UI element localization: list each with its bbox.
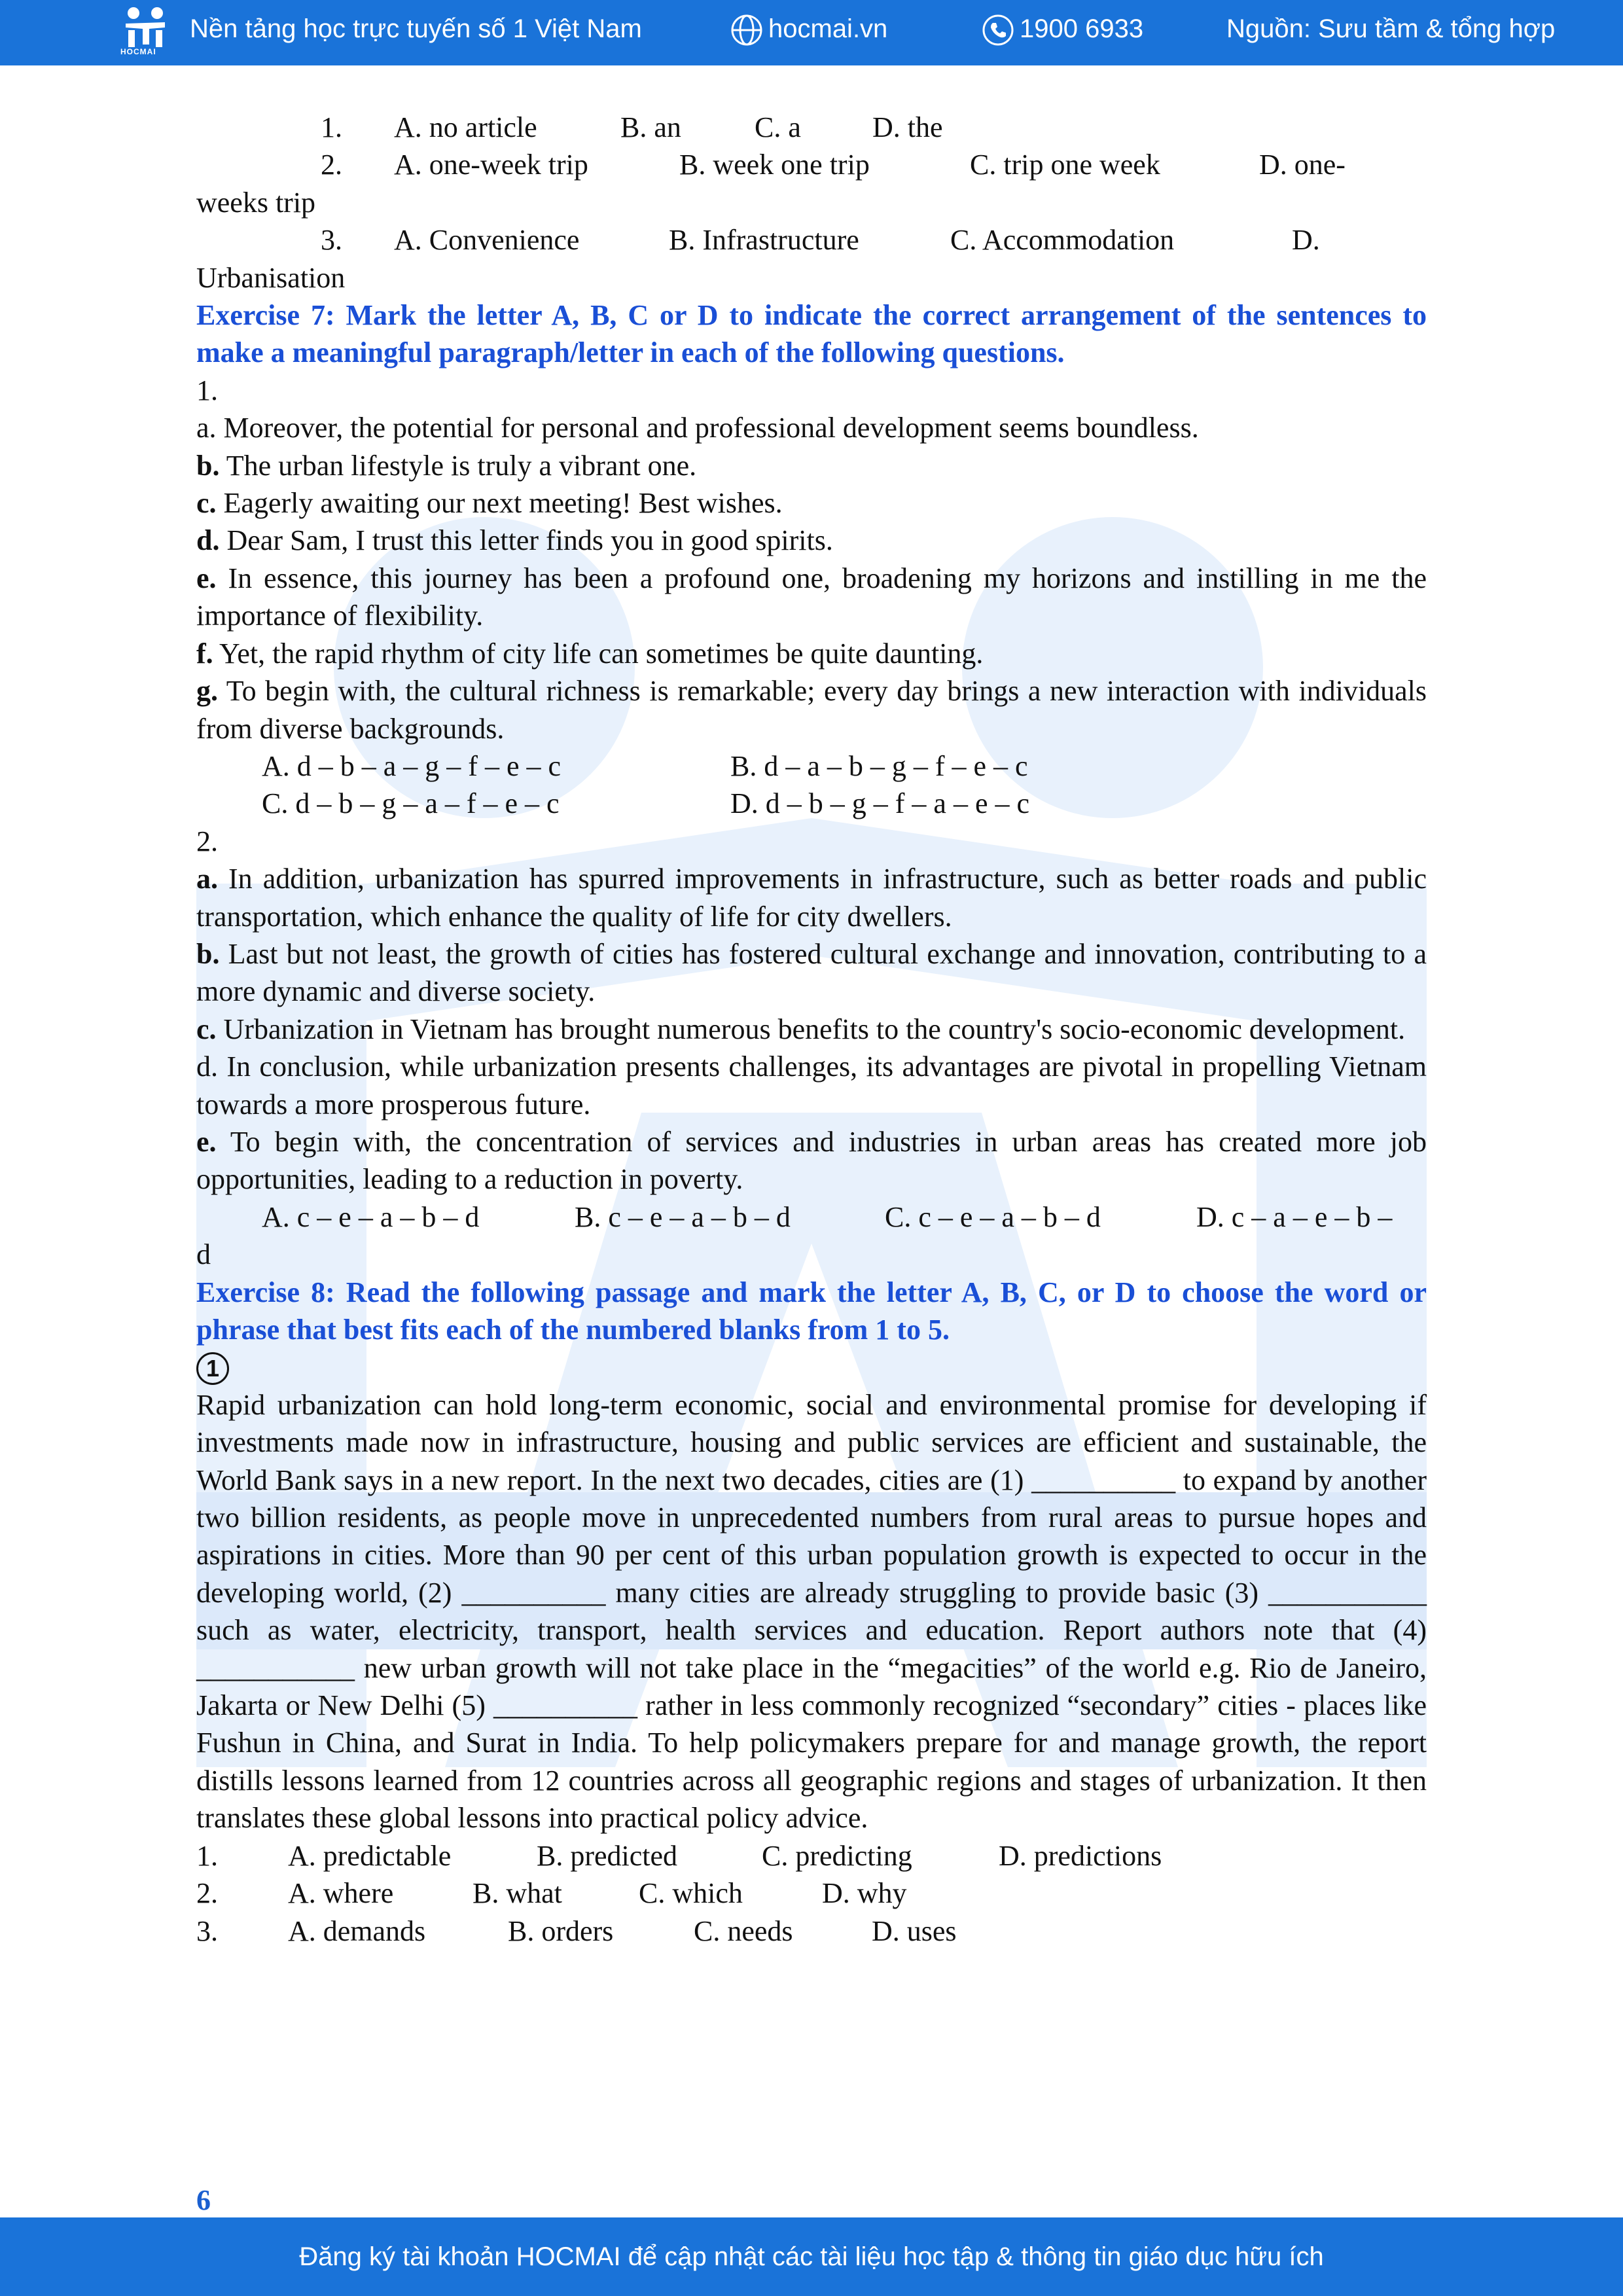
ex8-q3-option-b[interactable]: B. orders [508, 1914, 614, 1947]
ex8-q2-option-b[interactable]: B. what [473, 1877, 562, 1910]
ex7-q1-line-c: c. Eagerly awaiting our next meeting! Best wishes. [196, 487, 783, 520]
ex7-q1-line-d: d. Dear Sam, I trust this letter finds you in good spirits. [196, 524, 833, 557]
ex8-passage: Rapid urbanization can hold long-term economic, social and environmental promise for developing if investments made now in infrastructure, housing and public services are efficient and sustainable, the World Bank says in a new report. In the next two decades, cities are (1) __________ to expand by another two billion residents, as people move in unprecedented numbers from rural areas to pursue hopes and aspirations in cities. More than 90 per cent of this urban population growth is expected to occur in the developing world, (2) __________ many cities are already struggling to provide basic (3) ___________ such as water, electricity, transport, health services and education. Report authors note that (4) ___________ new urban growth will not take place in the “megacities” of the world e.g. Rio de Janeiro, Jakarta or New Delhi (5) __________ rather in less commonly recognized “secondary” cities - places like Fushun in China, and Surat in India. To help policymakers prepare for and manage growth, the report distills lessons learned from 12 countries across all geographic regions and stages of urbanization. It then translates these global lessons into practical policy advice. [196, 1388, 1427, 1835]
ex8-question-1: 1. A. predictable B. predicted C. predicting D. predictions [196, 1837, 1427, 1874]
header-phone[interactable]: 1900 6933 [982, 12, 1143, 46]
prev-question-3-wrap: Urbanisation [196, 261, 346, 294]
exercise-7-title: Exercise 7: Mark the letter A, B, C or D to indicate the correct arrangement of the sentences to make a meaningful paragraph/letter in each of the following questions. [196, 299, 1427, 369]
ex7-q1-line-a: a. Moreover, the potential for personal and professional development seems boundless. [196, 412, 1199, 444]
ex8-q2-option-c[interactable]: C. which [639, 1877, 743, 1910]
ex7-q1-line-b: b. The urban lifestyle is truly a vibrant one. [196, 449, 697, 482]
ex7-q2-line-d: d. In conclusion, while urbanization presents challenges, its advantages are pivotal in propelling Vietnam towards a more prosperous future. [196, 1050, 1427, 1121]
ex7-q2-options [196, 1198, 1427, 1236]
globe-icon [730, 14, 763, 46]
logo-text: HOCMAI [120, 47, 156, 56]
page-number: 6 [196, 2184, 211, 2216]
ex7-q2-option-a[interactable]: A. c – e – a – b – d [262, 1200, 480, 1233]
exercise-8-title: Exercise 8: Read the following passage and mark the letter A, B, C, or D to choose the word or phrase that best fits each of the numbered blanks from 1 to 5. [196, 1276, 1427, 1346]
circled-number: 1 [196, 1352, 229, 1385]
page-footer [0, 2217, 1623, 2296]
ex8-q1-option-a[interactable]: A. predictable [288, 1839, 452, 1872]
prev-question-2-wrap: weeks trip [196, 186, 316, 219]
ex7-q2-line-b: b. Last but not least, the growth of cities has fostered cultural exchange and innovation, contributing to a more dynamic and diverse society. [196, 937, 1427, 1008]
ex8-question-3: 3. A. demands B. orders C. needs D. uses [196, 1912, 1427, 1950]
ex7-q1-option-c[interactable]: C. d – b – g – a – f – e – c [262, 787, 560, 820]
prev-question-3: 3. A. Convenience B. Infrastructure C. Accommodation D. [321, 224, 1320, 257]
passage-marker [196, 1348, 1427, 1386]
prev-question-1: 1. A. no article B. an C. a D. the [321, 111, 943, 143]
ex8-q3-option-c[interactable]: C. needs [694, 1914, 793, 1947]
ex7-q2-option-d[interactable]: D. c – a – e – b – [1196, 1200, 1393, 1233]
ex7-q2-option-c[interactable]: C. c – e – a – b – d [885, 1200, 1101, 1233]
ex8-q1-option-d[interactable]: D. predictions [999, 1839, 1162, 1872]
ex8-question-2: 2. A. where B. what C. which D. why [196, 1874, 1427, 1912]
phone-icon [982, 14, 1014, 46]
ex7-q1-number: 1. [196, 374, 218, 406]
ex8-q3-option-a[interactable]: A. demands [288, 1914, 426, 1947]
header-source: Nguồn: Sưu tầm & tổng hợp [1226, 14, 1556, 43]
ex7-q1-options-row-1 [196, 747, 1427, 785]
page-content [196, 109, 1427, 1950]
ex7-q1-option-a[interactable]: A. d – b – a – g – f – e – c [262, 749, 562, 782]
ex7-q1-line-f: f. Yet, the rapid rhythm of city life can sometimes be quite daunting. [196, 637, 984, 670]
ex7-q1-line-g: g. To begin with, the cultural richness is remarkable; every day brings a new interaction with individuals from diverse backgrounds. [196, 675, 1427, 745]
ex7-q2-option-b[interactable]: B. c – e – a – b – d [575, 1200, 791, 1233]
header-website[interactable]: hocmai.vn [730, 12, 887, 46]
ex8-q2-option-d[interactable]: D. why [822, 1877, 907, 1910]
ex7-q1-option-b[interactable]: B. d – a – b – g – f – e – c [730, 749, 1028, 782]
ex8-q1-option-c[interactable]: C. predicting [762, 1839, 912, 1872]
ex8-q1-option-b[interactable]: B. predicted [537, 1839, 678, 1872]
ex7-q2-option-d-wrap: d [196, 1238, 211, 1271]
ex7-q2-number: 2. [196, 825, 218, 857]
ex7-q1-line-e: e. In essence, this journey has been a profound one, broadening my horizons and instilling in me the importance of flexibility. [196, 562, 1427, 632]
ex8-q2-option-a[interactable]: A. where [288, 1877, 394, 1910]
footer-text[interactable]: Đăng ký tài khoản HOCMAI để cập nhật các tài liệu học tập & thông tin giáo dục hữu ích [299, 2242, 1324, 2271]
ex7-q1-options-row-2 [196, 785, 1427, 822]
ex8-q3-option-d[interactable]: D. uses [872, 1914, 957, 1947]
page-header [0, 0, 1623, 65]
ex7-q2-line-c: c. Urbanization in Vietnam has brought numerous benefits to the country's socio-economic development. [196, 1013, 1406, 1045]
ex7-q2-line-a: a. In addition, urbanization has spurred improvements in infrastructure, such as better roads and public transportation, which enhance the quality of life for city dwellers. [196, 863, 1427, 933]
prev-question-2: 2. A. one-week trip B. week one trip C. trip one week D. one- [321, 149, 1346, 181]
ex7-q1-option-d[interactable]: D. d – b – g – f – a – e – c [730, 787, 1030, 820]
header-tagline: Nền tảng học trực tuyến số 1 Việt Nam [190, 14, 642, 43]
ex7-q2-line-e: e. To begin with, the concentration of services and industries in urban areas has created more job opportunities, leading to a reduction in poverty. [196, 1125, 1427, 1196]
